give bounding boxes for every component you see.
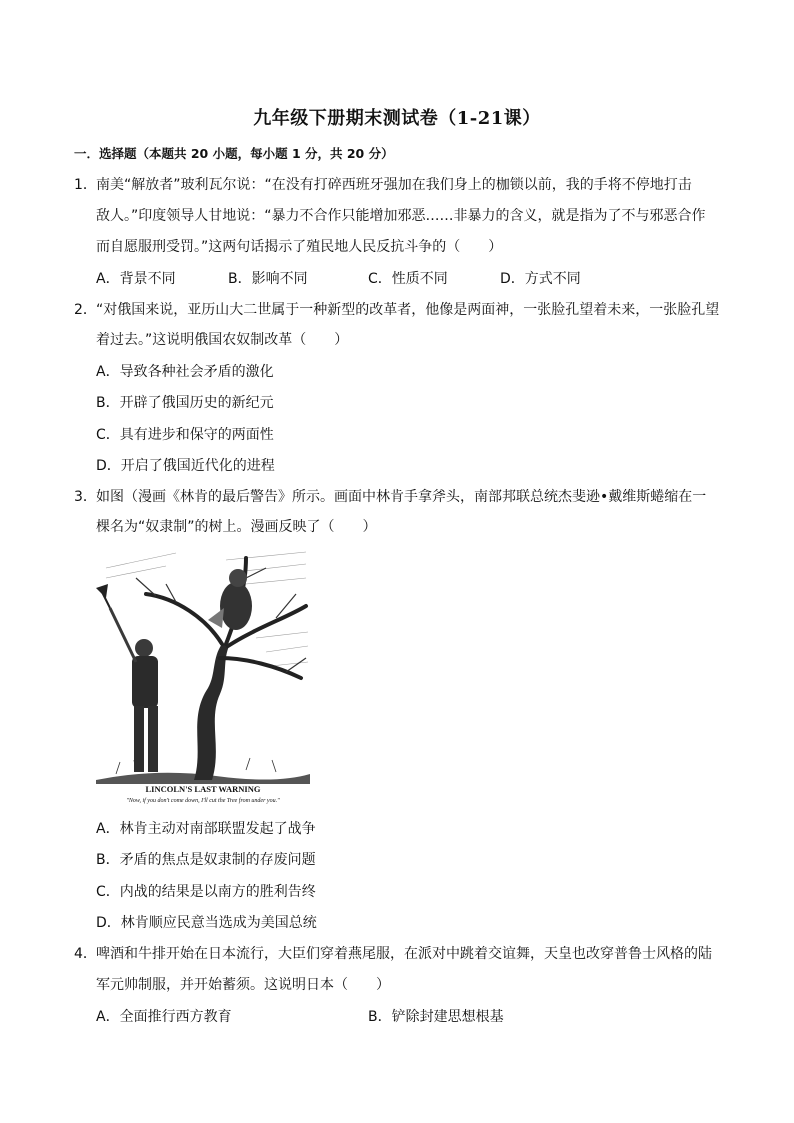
q3-option-c: C．内战的结果是以南方的胜利告终 [96,884,316,900]
lincoln-cartoon-image [96,548,310,804]
question-text: 南美“解放者”玻利瓦尔说：“在没有打碎西班牙强加在我们身上的枷锁以前，我的手将不停地打击 [96,177,692,193]
question-2-line-1 [74,301,719,319]
question-text: “对俄国来说，亚历山大二世属于一种新型的改革者，他像是两面神，一张脸孔望着未来，一张脸孔望 [96,302,720,318]
question-4-line-1 [74,945,712,963]
q2-option-a: A．导致各种社会矛盾的激化 [96,364,274,380]
question-3-line-2: 棵名为“奴隶制”的树上。漫画反映了（ ） [96,519,377,535]
section-heading: 一．选择题（本题共 20 小题，每小题 1 分，共 20 分） [74,146,394,161]
question-number: 3． [74,489,97,505]
q1-option-c: C．性质不同 [368,271,448,287]
q3-option-a: A．林肯主动对南部联盟发起了战争 [96,821,316,837]
q1-option-b: B．影响不同 [228,271,308,287]
question-1-line-1 [74,176,692,194]
question-4-line-2: 军元帅制服，并开始蓄须。这说明日本（ ） [96,977,390,993]
question-1-line-3: 而自愿服刑受罚。”这两句话揭示了殖民地人民反抗斗争的（ ） [96,239,503,255]
question-text: 啤酒和牛排开始在日本流行，大臣们穿着燕尾服，在派对中跳着交谊舞，天皇也改穿普鲁士风格的陆 [96,946,712,962]
question-text: 如图（漫画《林肯的最后警告》所示。画面中林肯手拿斧头，南部邦联总统杰斐逊•戴维斯蜷缩在一 [96,489,707,505]
q3-option-b: B．矛盾的焦点是奴隶制的存废问题 [96,852,316,868]
exam-title: 九年级下册期末测试卷（1-21课） [253,108,541,129]
question-2-line-2: 着过去。”这说明俄国农奴制改革（ ） [96,332,349,348]
q3-option-d: D．林肯顺应民意当选成为美国总统 [96,915,317,931]
q1-option-a: A．背景不同 [96,271,176,287]
q2-option-b: B．开辟了俄国历史的新纪元 [96,395,274,411]
q1-option-d: D．方式不同 [500,271,581,287]
q2-option-c: C．具有进步和保守的两面性 [96,427,274,443]
q4-option-a: A．全面推行西方教育 [96,1009,232,1025]
question-1-line-2: 敌人。”印度领导人甘地说：“暴力不合作只能增加邪恶……非暴力的含义，就是指为了不与邪恶合作 [96,208,706,224]
cartoon-caption-quote: "Now, if you don't come down, I'll cut the Tree from under you." [126,798,280,804]
q4-option-b: B．铲除封建思想根基 [368,1009,504,1025]
question-number: 1． [74,177,97,193]
cartoon-caption-title: LINCOLN'S LAST WARNING [145,784,261,794]
question-number: 4． [74,946,97,962]
question-3-line-1 [74,488,706,506]
q2-option-d: D．开启了俄国近代化的进程 [96,458,275,474]
question-number: 2． [74,302,97,318]
